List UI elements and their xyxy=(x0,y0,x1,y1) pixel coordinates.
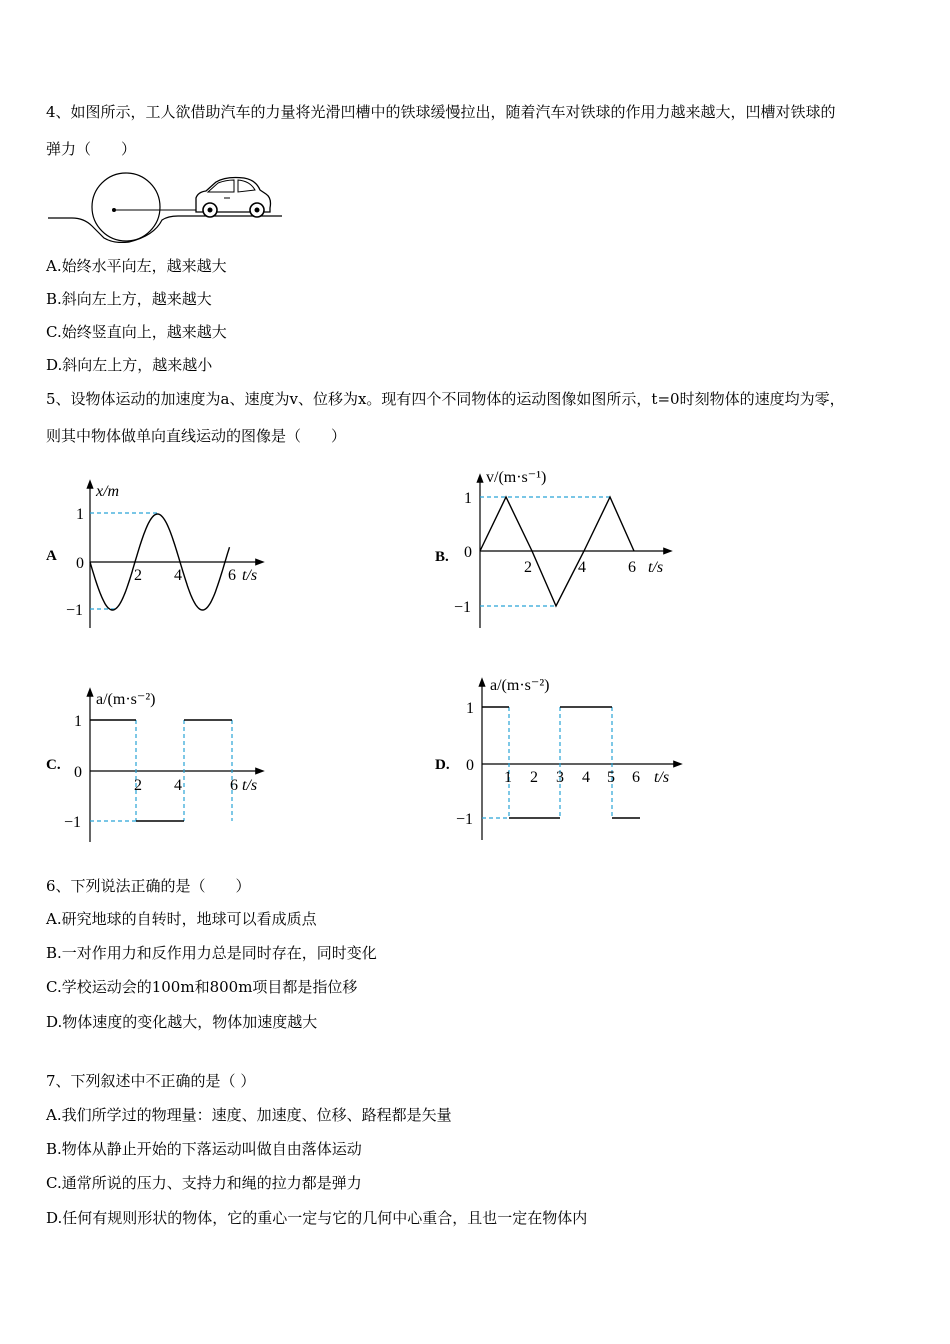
q7-option-c: C.通常所说的压力、支持力和绳的拉力都是弹力 xyxy=(46,1174,362,1192)
graph-d-xtick-4: 4 xyxy=(582,769,590,786)
graph-a-xlabel: t/s xyxy=(242,567,258,584)
q4-option-c: C.始终竖直向上，越来越大 xyxy=(46,323,227,341)
car-icon xyxy=(196,178,271,218)
graph-a-ytick-neg1: −1 xyxy=(66,602,84,619)
graph-c-ylabel: a/(m·s⁻²) xyxy=(96,691,156,708)
graph-d-ylabel: a/(m·s⁻²) xyxy=(490,677,550,694)
q7-stem: 7、下列叙述中不正确的是（ ） xyxy=(46,1072,256,1090)
iron-ball xyxy=(92,173,160,241)
q4-option-b: B.斜向左上方，越来越大 xyxy=(46,290,212,308)
graph-c-xtick-4: 4 xyxy=(174,777,182,794)
graph-b-ytick-0: 0 xyxy=(464,544,472,561)
graph-b-label: B. xyxy=(435,549,449,565)
graph-b-xlabel: t/s xyxy=(648,559,664,576)
graph-a-xtick-6: 6 xyxy=(228,567,236,584)
graph-d-xtick-5: 5 xyxy=(607,769,615,786)
graph-b-xtick-6: 6 xyxy=(628,559,636,576)
graph-a-ytick-1: 1 xyxy=(76,506,84,523)
graph-b-xtick-2: 2 xyxy=(524,559,532,576)
graph-c-xtick-6: 6 xyxy=(230,777,238,794)
graph-c-xtick-2: 2 xyxy=(134,777,142,794)
graph-d-ytick-0: 0 xyxy=(466,757,474,774)
q6-option-b: B.一对作用力和反作用力总是同时存在，同时变化 xyxy=(46,944,377,962)
q6-stem: 6、下列说法正确的是（ ） xyxy=(46,877,251,895)
q5-stem-line1: 5、设物体运动的加速度为a、速度为v、位移为x。现有四个不同物体的运动图像如图所示，t=0时刻物体的速度均为零， xyxy=(46,390,845,408)
graph-b-xtick-4: 4 xyxy=(578,559,586,576)
graph-d xyxy=(450,668,690,843)
q7-option-a: A.我们所学过的物理量：速度、加速度、位移、路程都是矢量 xyxy=(46,1106,452,1124)
graph-b xyxy=(450,460,680,635)
q7-option-d: D.任何有规则形状的物体，它的重心一定与它的几何中心重合，且也一定在物体内 xyxy=(46,1209,588,1227)
graph-a-ylabel: x/m xyxy=(96,483,120,500)
q5-stem-line2: 则其中物体做单向直线运动的图像是（ ） xyxy=(46,427,347,445)
graph-b-ytick-neg1: −1 xyxy=(454,599,472,616)
graph-d-label: D. xyxy=(435,757,450,773)
graph-b-ytick-1: 1 xyxy=(464,490,472,507)
q6-option-d: D.物体速度的变化越大，物体加速度越大 xyxy=(46,1013,318,1031)
groove-ground xyxy=(48,216,282,243)
graph-b-ylabel: v/(m·s⁻¹) xyxy=(486,469,547,486)
graph-c xyxy=(60,680,280,845)
graph-a xyxy=(60,470,280,640)
graph-d-ytick-neg1: −1 xyxy=(456,811,474,828)
q4-option-d: D.斜向左上方，越来越小 xyxy=(46,356,213,374)
graph-c-ytick-1: 1 xyxy=(74,713,82,730)
graph-d-xtick-1: 1 xyxy=(504,769,512,786)
q6-option-c: C.学校运动会的100m和800m项目都是指位移 xyxy=(46,978,358,996)
q4-stem-line2: 弹力（ ） xyxy=(46,140,137,158)
graph-a-ytick-0: 0 xyxy=(76,555,84,572)
q6-option-a: A.研究地球的自转时，地球可以看成质点 xyxy=(46,910,317,928)
graph-c-ytick-neg1: −1 xyxy=(64,814,82,831)
q4-option-a: A.始终水平向左，越来越大 xyxy=(46,257,227,275)
graph-a-label: A xyxy=(46,548,57,564)
graph-d-xtick-3: 3 xyxy=(556,769,564,786)
graph-a-xtick-4: 4 xyxy=(174,567,182,584)
graph-c-ytick-0: 0 xyxy=(74,764,82,781)
graph-d-xtick-6: 6 xyxy=(632,769,640,786)
graph-d-ytick-1: 1 xyxy=(466,700,474,717)
q4-figure xyxy=(44,168,294,243)
q7-option-b: B.物体从静止开始的下落运动叫做自由落体运动 xyxy=(46,1140,362,1158)
graph-c-label: C. xyxy=(46,757,61,773)
graph-c-xlabel: t/s xyxy=(242,777,258,794)
graph-d-xtick-2: 2 xyxy=(530,769,538,786)
graph-a-xtick-2: 2 xyxy=(134,567,142,584)
graph-d-xlabel: t/s xyxy=(654,769,670,786)
q4-stem-line1: 4、如图所示，工人欲借助汽车的力量将光滑凹槽中的铁球缓慢拉出，随着汽车对铁球的作用力越来越大，凹槽对铁球的 xyxy=(46,103,836,121)
